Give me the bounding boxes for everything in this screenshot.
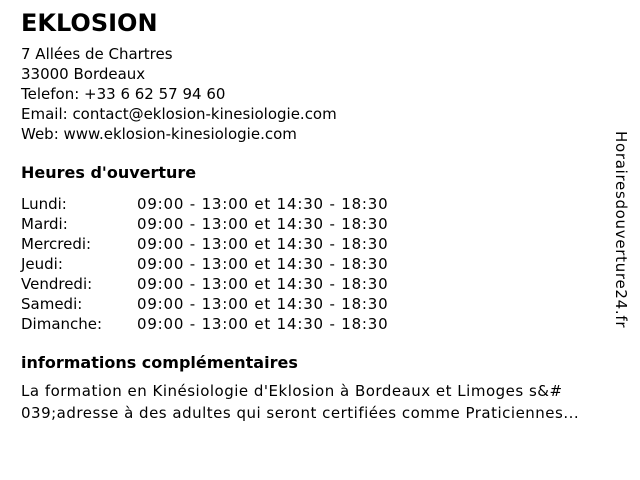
hours-row-friday — [21, 274, 388, 294]
website-line: Web: www.eklosion-kinesiologie.com — [21, 125, 297, 143]
day-hours: 09:00 - 13:00 et 14:30 - 18:30 — [137, 275, 389, 293]
day-hours: 09:00 - 13:00 et 14:30 - 18:30 — [137, 255, 389, 273]
hours-row-saturday — [21, 294, 388, 314]
phone-line: Telefon: +33 6 62 57 94 60 — [21, 85, 226, 103]
day-label: Vendredi: — [21, 275, 93, 293]
day-hours: 09:00 - 13:00 et 14:30 - 18:30 — [137, 235, 389, 253]
hours-row-thursday — [21, 254, 388, 274]
additional-info-line-2: 039;adresse à des adultes qui seront certifiées comme Praticiennes... — [21, 404, 580, 422]
opening-hours-heading: Heures d'ouverture — [21, 163, 197, 182]
hours-row-wednesday — [21, 234, 388, 254]
email-line: Email: contact@eklosion-kinesiologie.com — [21, 105, 337, 123]
additional-info-line-1: La formation en Kinésiologie d'Eklosion à Bordeaux et Limoges s&# — [21, 382, 563, 400]
day-hours: 09:00 - 13:00 et 14:30 - 18:30 — [137, 315, 389, 333]
contact-block — [21, 44, 337, 144]
address-city-line: 33000 Bordeaux — [21, 65, 146, 83]
day-label: Mardi: — [21, 215, 68, 233]
day-label: Mercredi: — [21, 235, 92, 253]
day-label: Dimanche: — [21, 315, 103, 333]
hours-row-sunday — [21, 314, 388, 334]
additional-info-heading: informations complémentaires — [21, 353, 298, 372]
hours-row-monday — [21, 194, 388, 214]
hours-row-tuesday — [21, 214, 388, 234]
day-hours: 09:00 - 13:00 et 14:30 - 18:30 — [137, 295, 389, 313]
day-label: Samedi: — [21, 295, 83, 313]
day-label: Lundi: — [21, 195, 67, 213]
day-label: Jeudi: — [21, 255, 63, 273]
watermark-vertical-text: Horairesdouverture24.fr — [612, 131, 630, 329]
additional-info-text — [21, 380, 579, 424]
address-street-line: 7 Allées de Chartres — [21, 45, 173, 63]
page-title: EKLOSION — [21, 9, 158, 37]
day-hours: 09:00 - 13:00 et 14:30 - 18:30 — [137, 195, 389, 213]
day-hours: 09:00 - 13:00 et 14:30 - 18:30 — [137, 215, 389, 233]
opening-hours-table — [21, 194, 388, 334]
